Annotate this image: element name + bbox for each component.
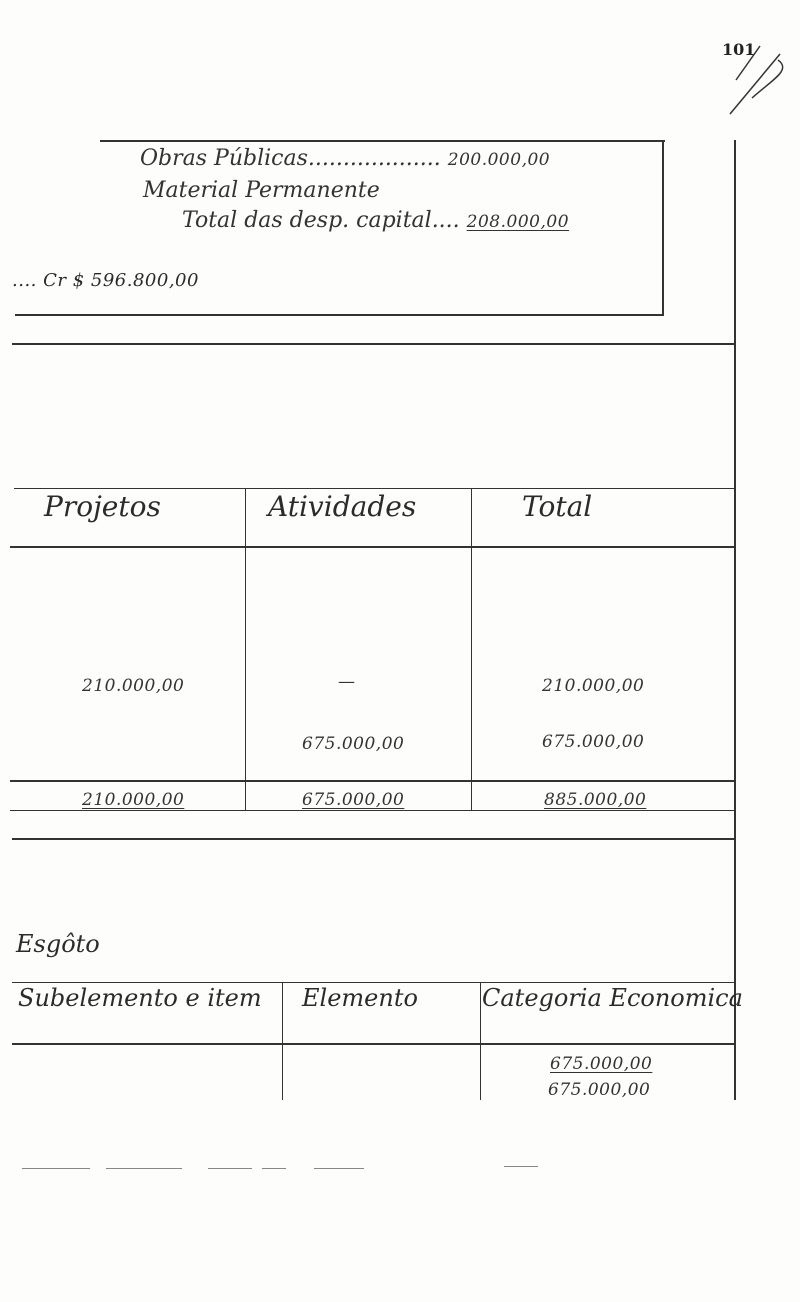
section-title-esgoto: Esgôto bbox=[16, 930, 100, 958]
total-capital-label: Total das desp. capital.... bbox=[182, 208, 460, 233]
total-capital-value: 208.000,00 bbox=[466, 212, 570, 232]
header-projetos: Projetos bbox=[44, 490, 161, 523]
obras-label: Obras Públicas................... bbox=[140, 146, 441, 171]
summary-line-material: Material Permanente bbox=[143, 178, 380, 203]
page-number: 101 bbox=[722, 40, 756, 59]
page-right-border bbox=[734, 140, 736, 1100]
esgoto-categoria-value-2: 675.000,00 bbox=[548, 1080, 651, 1100]
row2-total: 675.000,00 bbox=[542, 732, 645, 752]
page-number-flourish bbox=[722, 40, 792, 120]
esgoto-categoria-value-1: 675.000,00 bbox=[550, 1054, 653, 1074]
carry-amount: .... Cr $ 596.800,00 bbox=[12, 270, 199, 291]
total-atividades: 675.000,00 bbox=[302, 790, 405, 810]
header-total: Total bbox=[522, 490, 593, 523]
row1-total: 210.000,00 bbox=[542, 676, 645, 696]
header-subelemento: Subelemento e item bbox=[18, 984, 262, 1012]
summary-line-obras bbox=[140, 146, 550, 171]
section-divider-1 bbox=[12, 343, 736, 345]
header-categoria: Categoria Economica bbox=[482, 984, 743, 1012]
row1-projetos: 210.000,00 bbox=[82, 676, 185, 696]
header-atividades: Atividades bbox=[268, 490, 417, 523]
total-projetos: 210.000,00 bbox=[82, 790, 185, 810]
section-divider-2 bbox=[12, 838, 736, 840]
summary-line-total bbox=[182, 208, 569, 233]
obras-value: 200.000,00 bbox=[447, 150, 551, 170]
header-elemento: Elemento bbox=[302, 984, 418, 1012]
total-geral: 885.000,00 bbox=[544, 790, 647, 810]
row1-atividades: — bbox=[338, 672, 356, 692]
row2-atividades: 675.000,00 bbox=[302, 734, 405, 754]
